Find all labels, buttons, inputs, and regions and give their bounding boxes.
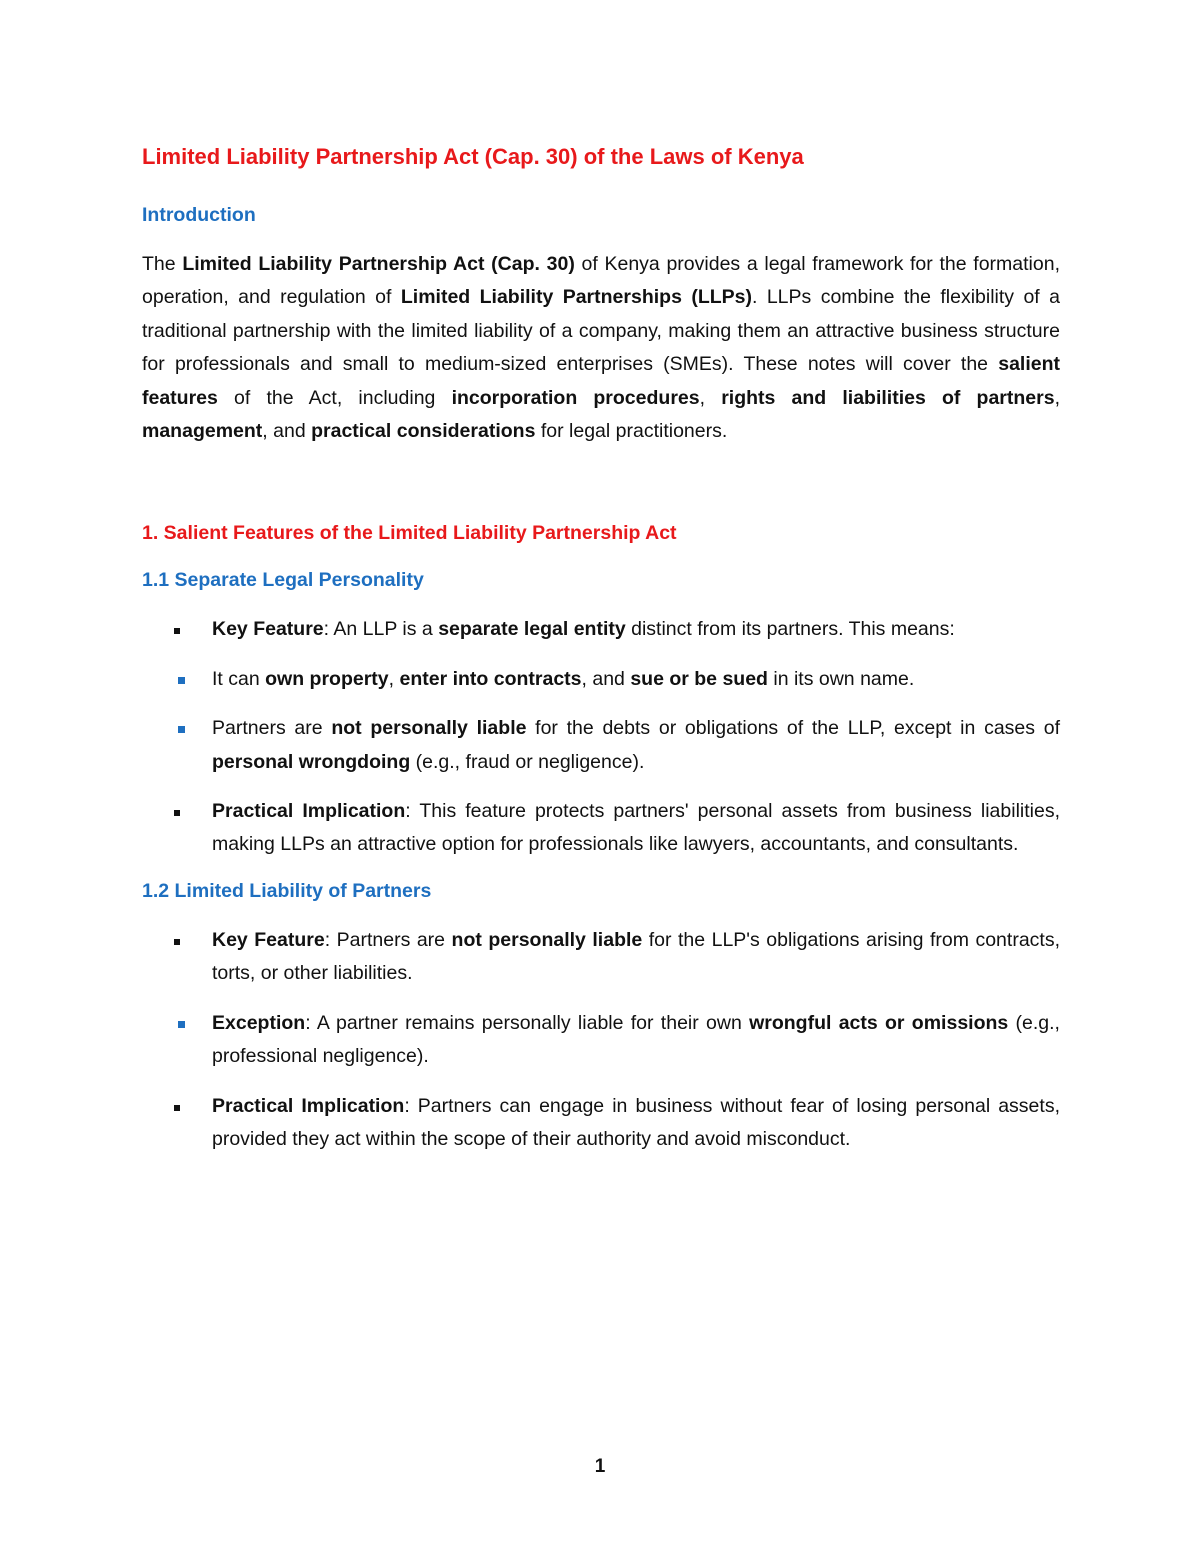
list-item-practical-implication: Practical Implication: Partners can engage in business without fear of losing personal assets, provided they act within the scope of their authority and avoid misconduct.: [142, 1090, 1060, 1157]
section-1-1-list: [142, 613, 1060, 646]
section-1-2-heading: 1.2 Limited Liability of Partners: [142, 879, 432, 902]
section-1-heading: 1. Salient Features of the Limited Liability Partnership Act: [142, 522, 677, 545]
list-item-practical-implication: Practical Implication: This feature protects partners' personal assets from business liabilities, making LLPs an attractive option for professionals like lawyers, accountants, and consultants.: [142, 795, 1060, 862]
section-1-2-sublist: [142, 1007, 1060, 1074]
square-bullet-icon: [174, 628, 180, 634]
square-bullet-icon: [174, 810, 180, 816]
blue-square-bullet-icon: [178, 726, 185, 733]
document-title: Limited Liability Partnership Act (Cap. 30) of the Laws of Kenya: [142, 144, 804, 169]
introduction-paragraph: The Limited Liability Partnership Act (Cap. 30) of Kenya provides a legal framework for the formation, operation, and regulation of Limited Liability Partnerships (LLPs). LLPs combine the flexibility of a traditional partnership with the limited liability of a company, making them an attractive business structure for professionals and small to medium-sized enterprises (SMEs). These notes will cover the salient features of the Act, including incorporation procedures, rights and liabilities of partners, management, and practical considerations for legal practitioners.: [142, 253, 1060, 443]
list-item-key-feature: Key Feature: Partners are not personally liable for the LLP's obligations arising from contracts, torts, or other liabilities.: [142, 924, 1060, 991]
introduction-heading: Introduction: [142, 204, 256, 226]
sublist-item-not-liable: Partners are not personally liable for the debts or obligations of the LLP, except in cases of personal wrongdoing (e.g., fraud or negligence).: [142, 712, 1060, 779]
section-1-1-heading: 1.1 Separate Legal Personality: [142, 569, 424, 592]
list-item-key-feature: Key Feature: An LLP is a separate legal entity distinct from its partners. This means:: [142, 613, 1060, 646]
section-1-2-list-continued: [142, 1090, 1060, 1157]
section-1-2-list: [142, 924, 1060, 991]
sublist-item-exception: Exception: A partner remains personally liable for their own wrongful acts or omissions (e.g., professional negligence).: [142, 1007, 1060, 1074]
section-1-1-list-continued: [142, 795, 1060, 862]
square-bullet-icon: [174, 1105, 180, 1111]
blue-square-bullet-icon: [178, 1021, 185, 1028]
section-1-1-sublist: [142, 663, 1060, 779]
blue-square-bullet-icon: [178, 677, 185, 684]
document-content: [142, 140, 1060, 1156]
sublist-item-own-property: It can own property, enter into contracts, and sue or be sued in its own name.: [142, 663, 1060, 696]
square-bullet-icon: [174, 939, 180, 945]
page-number: 1: [594, 1456, 606, 1477]
